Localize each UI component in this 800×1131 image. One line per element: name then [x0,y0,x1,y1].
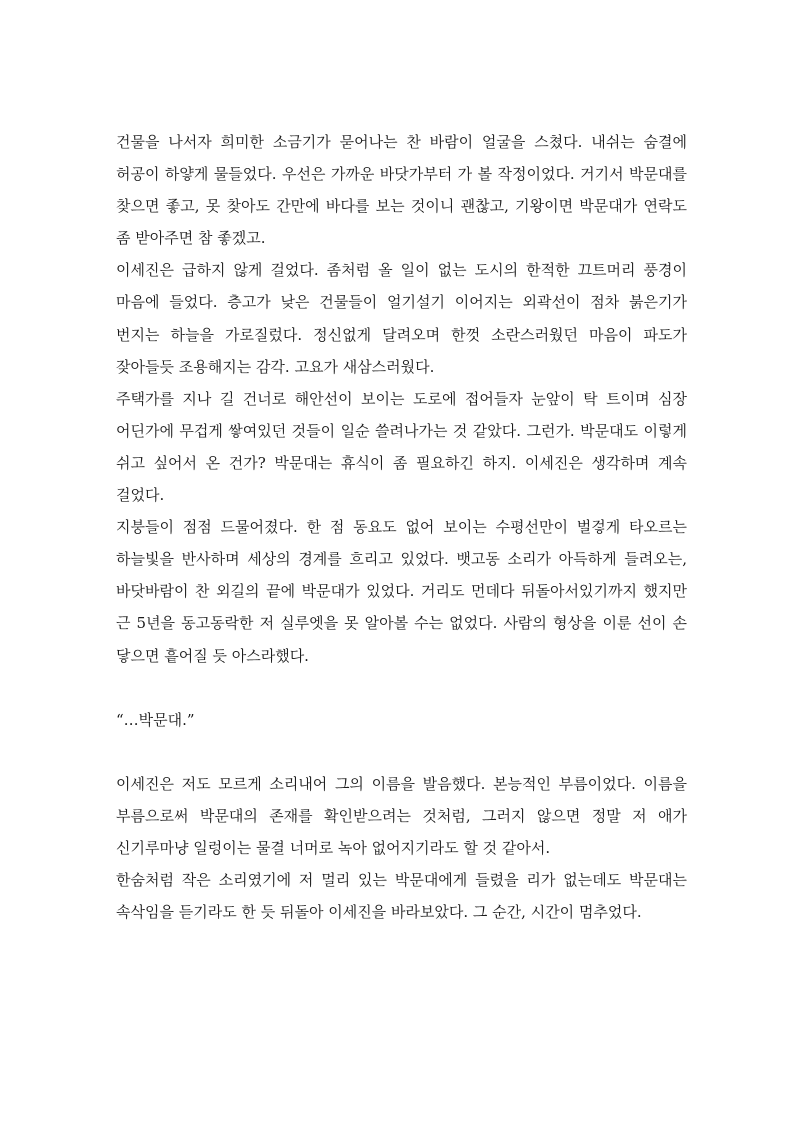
paragraph-6: 한숨처럼 작은 소리였기에 저 멀리 있는 박문대에게 들렸을 리가 없는데도 박문대는 속삭임을 듣기라도 한 듯 뒤돌아 이세진을 바라보았다. 그 순간, 시간이 멈추었다. [116,871,687,922]
blank-line [116,672,687,704]
dialogue-line: “…박문대.” [116,710,195,729]
paragraph-5: 이세진은 저도 모르게 소리내어 그의 이름을 발음했다. 본능적인 부름이었다. 이름을 부름으로써 박문대의 존재를 확인받으려는 것처럼, 그러지 않으면 정말 저 애가 신기루마냥 일렁이는 물결 너머로 녹아 없어지기라도 할 것 같아서. [116,774,687,858]
document-page [116,126,687,928]
paragraph-2: 이세진은 급하지 않게 걸었다. 좀처럼 올 일이 없는 도시의 한적한 끄트머리 풍경이 마음에 들었다. 층고가 낮은 건물들이 얼기설기 이어지는 외곽선이 점차 붉은기가 번지는 하늘을 가로질렀다. 정신없게 달려오며 한껏 소란스러웠던 마음이 파도가 잦아들듯 조용해지는 감각. 고요가 새삼스러웠다. [116,261,687,376]
paragraph-4: 지붕들이 점점 드물어졌다. 한 점 동요도 없어 보이는 수평선만이 벌겋게 타오르는 하늘빛을 반사하며 세상의 경계를 흐리고 있었다. 뱃고동 소리가 아득하게 들려오는, 바닷바람이 찬 외길의 끝에 박문대가 있었다. 거리도 먼데다 뒤돌아서있기까지 했지만 근 5년을 동고동락한 저 실루엣을 못 알아볼 수는 없었다. 사람의 형상을 이룬 선이 손 닿으면 흩어질 듯 아스라했다. [116,518,687,665]
paragraph-3: 주택가를 지나 길 건너로 해안선이 보이는 도로에 접어들자 눈앞이 탁 트이며 심장 어딘가에 무겁게 쌓여있던 것들이 일순 쓸려나가는 것 같았다. 그런가. 박문대도 이렇게 쉬고 싶어서 온 건가? 박문대는 휴식이 좀 필요하긴 하지. 이세진은 생각하며 계속 걸었다. [116,389,687,505]
blank-line [116,736,687,768]
paragraph-1: 건물을 나서자 희미한 소금기가 묻어나는 찬 바람이 얼굴을 스쳤다. 내쉬는 숨결에 허공이 하얗게 물들었다. 우선은 가까운 바닷가부터 가 볼 작정이었다. 거기서 박문대를 찾으면 좋고, 못 찾아도 간만에 바다를 보는 것이니 괜찮고, 기왕이면 박문대가 연락도 좀 받아주면 참 좋겠고. [116,133,687,248]
